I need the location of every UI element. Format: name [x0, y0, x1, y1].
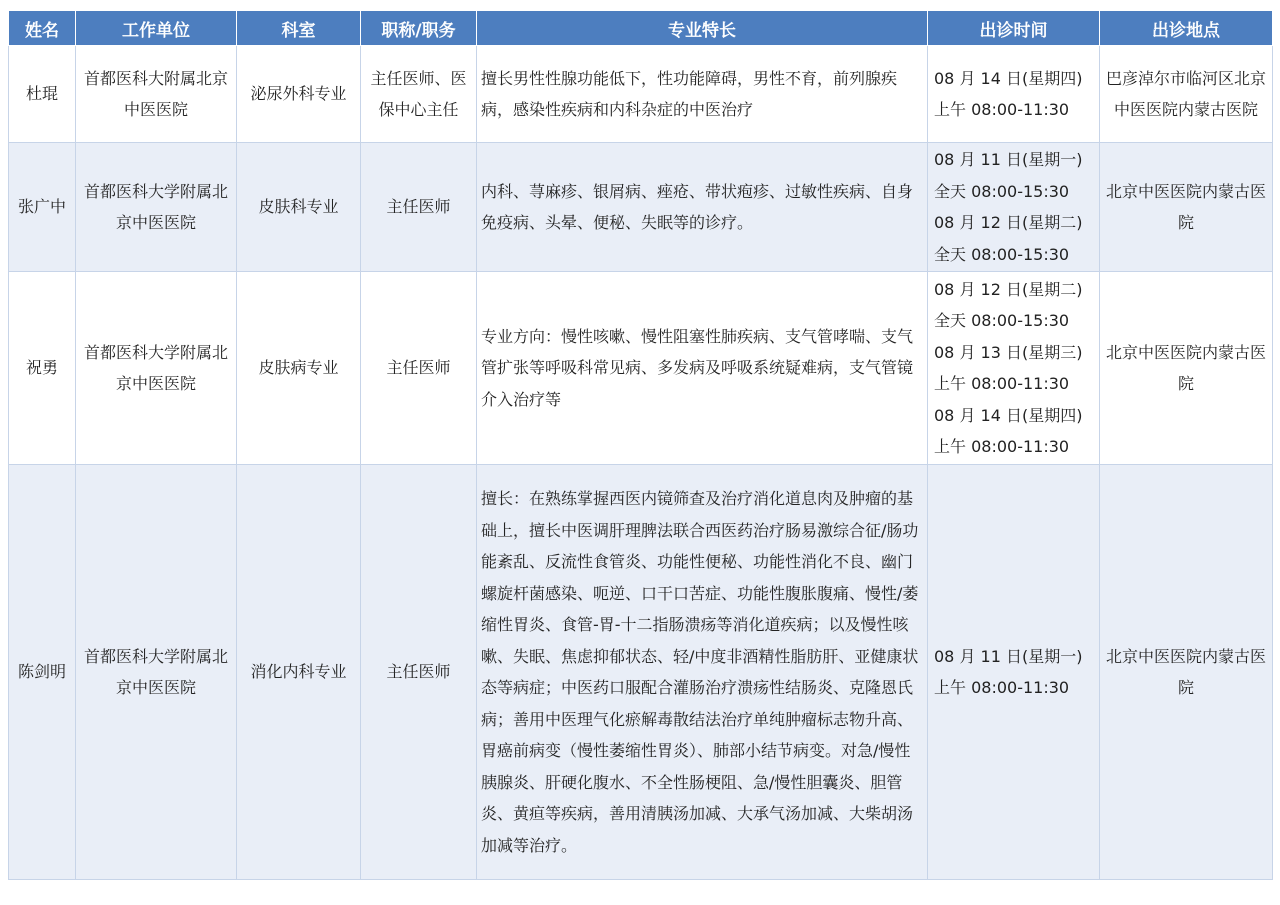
doctor-department: 皮肤科专业 — [237, 143, 361, 272]
doctor-name: 陈剑明 — [9, 465, 76, 880]
time-line: 全天 08:00-15:30 — [934, 311, 1070, 330]
header-title: 职称/职务 — [361, 11, 477, 46]
header-unit: 工作单位 — [76, 11, 237, 46]
doctor-title: 主任医师 — [361, 465, 477, 880]
doctor-specialty: 专业方向：慢性咳嗽、慢性阻塞性肺疾病、支气管哮喘、支气管扩张等呼吸科常见病、多发病及呼吸系统疑难病，支气管镜介入治疗等 — [477, 272, 928, 465]
clinic-location: 北京中医医院内蒙古医院 — [1100, 272, 1273, 465]
doctor-specialty: 擅长男性性腺功能低下，性功能障碍，男性不育，前列腺疾病，感染性疾病和内科杂症的中医治疗 — [477, 46, 928, 143]
header-name: 姓名 — [9, 11, 76, 46]
header-specialty: 专业特长 — [477, 11, 928, 46]
time-line: 全天 08:00-15:30 — [934, 244, 1070, 264]
clinic-location: 巴彦淖尔市临河区北京中医医院内蒙古医院 — [1100, 46, 1273, 143]
doctor-name: 祝勇 — [9, 272, 76, 465]
doctor-row — [9, 143, 1273, 272]
time-line: 上午 08:00-11:30 — [934, 100, 1070, 119]
doctor-row — [9, 465, 1273, 880]
doctor-title: 主任医师 — [361, 272, 477, 465]
time-line: 08 月 13 日(星期三) — [934, 342, 1083, 362]
clinic-location: 北京中医医院内蒙古医院 — [1100, 143, 1273, 272]
time-line: 上午 08:00-11:30 — [934, 678, 1070, 697]
time-line: 08 月 14 日(星期四) — [934, 405, 1083, 425]
doctor-row — [9, 272, 1273, 465]
time-line: 上午 08:00-11:30 — [934, 437, 1070, 456]
time-line: 上午 08:00-11:30 — [934, 374, 1070, 393]
clinic-schedule-table — [8, 10, 1273, 880]
doctor-department: 消化内科专业 — [237, 465, 361, 880]
doctor-name: 杜琨 — [9, 46, 76, 143]
doctor-unit: 首都医科大学附属北京中医医院 — [76, 272, 237, 465]
time-line: 08 月 11 日(星期一) — [934, 150, 1083, 169]
header-time: 出诊时间 — [928, 11, 1100, 46]
clinic-location: 北京中医医院内蒙古医院 — [1100, 465, 1273, 880]
time-line: 08 月 11 日(星期一) — [934, 646, 1083, 666]
table-body — [9, 46, 1273, 880]
doctor-department: 皮肤病专业 — [237, 272, 361, 465]
header-location: 出诊地点 — [1100, 11, 1273, 46]
doctor-unit: 首都医科大学附属北京中医医院 — [76, 143, 237, 272]
header-department: 科室 — [237, 11, 361, 46]
doctor-row — [9, 46, 1273, 143]
clinic-time — [928, 465, 1100, 880]
doctor-unit: 首都医科大附属北京中医医院 — [76, 46, 237, 143]
doctor-title: 主任医师 — [361, 143, 477, 272]
doctor-department: 泌尿外科专业 — [237, 46, 361, 143]
clinic-time — [928, 143, 1100, 272]
doctor-specialty: 擅长：在熟练掌握西医内镜筛查及治疗消化道息肉及肿瘤的基础上，擅长中医调肝理脾法联合西医药治疗肠易激综合征/肠功能紊乱、反流性食管炎、功能性便秘、功能性消化不良、幽门螺旋杆菌感染、呃逆、口干口苦症、功能性腹胀腹痛、慢性/萎缩性胃炎、食管-胃-十二指肠溃疡等消化道疾病；以及慢性咳嗽、失眠、焦虑抑郁状态、轻/中度非酒精性脂肪肝、亚健康状态等病症；中医药口服配合灌肠治疗溃疡性结肠炎、克隆恩氏病；善用中医理气化瘀解毒散结法治疗单纯肿瘤标志物升高、胃癌前病变（慢性萎缩性胃炎）、肺部小结节病变。对急/慢性胰腺炎、肝硬化腹水、不全性肠梗阻、急/慢性胆囊炎、胆管炎、黄疸等疾病，善用清胰汤加减、大承气汤加减、大柴胡汤加减等治疗。 — [477, 465, 928, 880]
time-line: 08 月 12 日(星期二) — [934, 279, 1083, 299]
time-line: 08 月 12 日(星期二) — [934, 213, 1083, 232]
doctor-name: 张广中 — [9, 143, 76, 272]
time-line: 全天 08:00-15:30 — [934, 181, 1070, 201]
doctor-unit: 首都医科大学附属北京中医医院 — [76, 465, 237, 880]
table-header — [9, 11, 1273, 46]
header-row — [9, 11, 1273, 46]
clinic-time — [928, 46, 1100, 143]
doctor-specialty: 内科、荨麻疹、银屑病、痤疮、带状疱疹、过敏性疾病、自身免疫病、头晕、便秘、失眠等的诊疗。 — [477, 143, 928, 272]
clinic-time — [928, 272, 1100, 465]
doctor-title: 主任医师、医保中心主任 — [361, 46, 477, 143]
time-line: 08 月 14 日(星期四) — [934, 68, 1083, 88]
